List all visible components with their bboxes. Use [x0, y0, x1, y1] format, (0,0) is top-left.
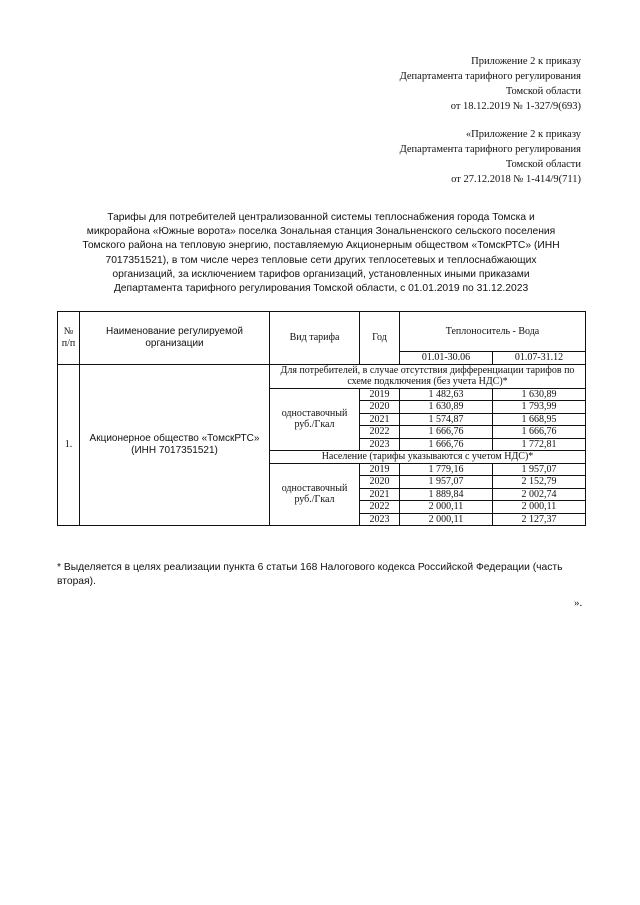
period2-value: 2 000,11	[493, 501, 586, 514]
header-tariff-type: Вид тарифа	[270, 312, 360, 365]
appendix-line: «Приложение 2 к приказу	[465, 129, 581, 140]
closing-quote-mark: ».	[574, 597, 583, 609]
header-org: Наименование регулируемой организации	[80, 312, 270, 365]
appendix-line: Томской области	[505, 159, 581, 170]
period2-value: 2 152,79	[493, 476, 586, 489]
appendix-line: Департамента тарифного регулирования	[399, 144, 581, 155]
period1-value: 2 000,11	[400, 513, 493, 526]
header-carrier: Теплоноситель - Вода	[400, 312, 586, 352]
header-num: № п/п	[58, 312, 80, 365]
tariff-type-cell: одноставочный руб./Гкал	[270, 463, 360, 526]
appendix-line: Томской области	[505, 86, 581, 97]
organization-name: Акционерное общество «ТомскРТС» (ИНН 7017351521)	[80, 364, 270, 526]
appendix-line: от 18.12.2019 № 1-327/9(693)	[450, 101, 581, 112]
header-period-2: 01.07-31.12	[493, 352, 586, 365]
period1-value: 1 889,84	[400, 488, 493, 501]
period2-value: 2 002,74	[493, 488, 586, 501]
year-cell: 2021	[360, 413, 400, 426]
period2-value: 1 957,07	[493, 463, 586, 476]
year-cell: 2023	[360, 438, 400, 451]
period1-value: 1 630,89	[400, 401, 493, 414]
period2-value: 1 668,95	[493, 413, 586, 426]
year-cell: 2020	[360, 476, 400, 489]
document-title: Тарифы для потребителей централизованной системы теплоснабжения города Томска и микрорайона «Южные ворота» поселка Зональная станция Зональненского сельского поселения Томского района на тепловую энергию, поставляемую Акционерным обществом «ТомскРТС» (ИНН 7017351521), в том числе через тепловые сети других теплосетевых и теплоснабжающих организаций, за исключением тарифов организаций, установленных иными приказами Департамента тарифного регулирования Томской области, с 01.01.2019 по 31.12.2023	[82, 212, 560, 295]
year-cell: 2022	[360, 426, 400, 439]
year-cell: 2022	[360, 501, 400, 514]
appendix-previous-header	[400, 127, 581, 187]
tariff-table	[57, 311, 586, 526]
group-caption: Население (тарифы указываются с учетом НДС)*	[270, 451, 586, 464]
year-cell: 2019	[360, 388, 400, 401]
group-caption-row	[58, 364, 586, 388]
year-cell: 2021	[360, 488, 400, 501]
row-number: 1.	[58, 364, 80, 526]
year-cell: 2020	[360, 401, 400, 414]
period2-value: 2 127,37	[493, 513, 586, 526]
footnote: * Выделяется в целях реализации пункта 6 статьи 168 Налогового кодекса Российской Федерации (часть вторая).	[57, 562, 563, 587]
group-caption: Для потребителей, в случае отсутствия дифференциации тарифов по схеме подключения (без учета НДС)*	[270, 364, 586, 388]
header-period-1: 01.01-30.06	[400, 352, 493, 365]
period1-value: 1 574,87	[400, 413, 493, 426]
year-cell: 2019	[360, 463, 400, 476]
tariff-type-cell: одноставочный руб./Гкал	[270, 388, 360, 451]
table-header-row	[58, 312, 586, 352]
period2-value: 1 793,99	[493, 401, 586, 414]
period1-value: 1 666,76	[400, 438, 493, 451]
appendix-current-header	[400, 54, 581, 114]
period2-value: 1 630,89	[493, 388, 586, 401]
year-cell: 2023	[360, 513, 400, 526]
period2-value: 1 772,81	[493, 438, 586, 451]
appendix-line: Департамента тарифного регулирования	[399, 71, 581, 82]
header-year: Год	[360, 312, 400, 365]
period1-value: 1 957,07	[400, 476, 493, 489]
period2-value: 1 666,76	[493, 426, 586, 439]
appendix-line: Приложение 2 к приказу	[471, 56, 581, 67]
appendix-line: от 27.12.2018 № 1-414/9(711)	[451, 174, 581, 185]
period1-value: 1 666,76	[400, 426, 493, 439]
period1-value: 1 779,16	[400, 463, 493, 476]
period1-value: 2 000,11	[400, 501, 493, 514]
period1-value: 1 482,63	[400, 388, 493, 401]
